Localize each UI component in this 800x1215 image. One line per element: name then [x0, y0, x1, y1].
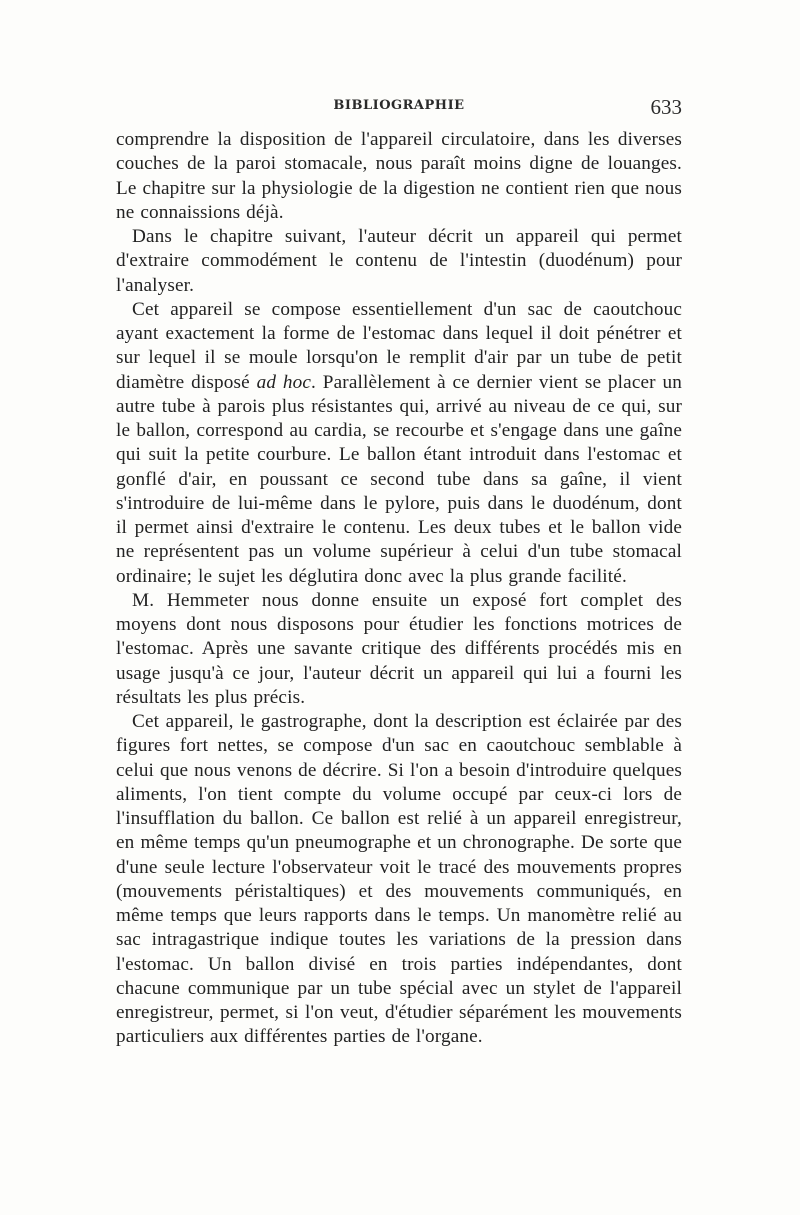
latin-phrase: ad hoc [256, 371, 312, 393]
paragraph-5: Cet appareil, le gastrographe, dont la description est éclairée par des figures fort nettes, se compose d'un sac en caoutchouc semblable à celui que nous venons de décrire. Si l'on a besoin d'introduire quelques aliments, l'on tient compte du volume occupé par ceux-ci lors de l'insufflation du ballon. Ce ballon est relié à un appareil enregistreur, en même temps qu'un pneumographe et un chronographe. De sorte que d'une seule lecture l'observateur voit le tracé des mouvements propres (mouvements péristaltiques) et des mouvements communiqués, en même temps que leurs rapports dans le temps. Un manomètre relié au sac intragastrique indique toutes les variations de la pression dans l'estomac. Un ballon divisé en trois parties indépendantes, dont chacune communique par un tube spécial avec un stylet de l'appareil enregistreur, permet, si l'on veut, d'étudier séparément les mouvements particuliers aux différentes parties de l'organe. [116, 711, 682, 1048]
paragraph-1: comprendre la disposition de l'appareil circulatoire, dans les diverses couches de la paroi stomacale, nous paraît moins digne de louanges. Le chapitre sur la physiologie de la digestion ne contient rien que nous ne connaissions déjà. [116, 129, 682, 223]
body-text [116, 128, 682, 1050]
paragraph-2: Dans le chapitre suivant, l'auteur décrit un appareil qui permet d'extraire commodément le contenu de l'intestin (duodénum) pour l'analyser. [116, 226, 682, 296]
page-number: 633 [650, 95, 682, 119]
running-head [116, 95, 682, 126]
running-title: BIBLIOGRAPHIE [333, 98, 465, 113]
paragraph-4: M. Hemmeter nous donne ensuite un exposé fort complet des moyens dont nous disposons pour étudier les fonctions motrices de l'estomac. Après une savante critique des différents procédés mis en usage jusqu'à ce jour, l'auteur décrit un appareil qui lui a fourni les résultats les plus précis. [116, 589, 682, 708]
paragraph-3: Cet appareil se compose essentiellement d'un sac de caoutchouc ayant exactement la forme de l'estomac dans lequel il doit pénétrer et sur lequel il se moule lorsqu'on le remplit d'air par un tube de petit diamètre disposé ad hoc. Parallèlement à ce dernier vient se placer un autre tube à parois plus résistantes qui, arrivé au niveau de ce qui, sur le ballon, correspond au cardia, se recourbe et s'engage dans une gaîne qui suit la petite courbure. Le ballon étant introduit dans l'estomac et gonflé d'air, en poussant ce second tube dans sa gaîne, il vient s'introduire de lui-même dans le pylore, puis dans le duodénum, dont il permet ainsi d'extraire le contenu. Les deux tubes et le ballon vide ne représentent pas un volume supérieur à celui d'un tube stomacal ordinaire; le sujet les déglutira donc avec la plus grande facilité. [116, 298, 682, 587]
